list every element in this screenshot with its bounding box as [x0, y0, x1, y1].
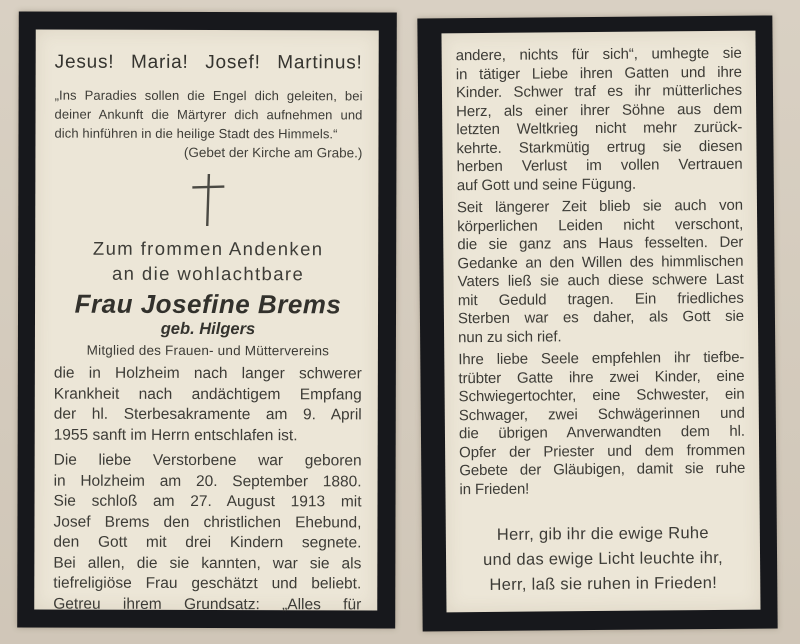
dedication-lines — [54, 236, 362, 287]
obituary-paragraph — [456, 45, 743, 195]
text-line: Getreu ihrem Grundsatz: „Alles für — [53, 595, 362, 613]
obituary-text-right — [456, 45, 746, 499]
text-line: kehrte. Starkmütig ertrug sie diesen — [456, 137, 743, 157]
text-line: Opfer der Priester und dem frommen — [459, 441, 746, 461]
text-line: und das ewige Licht leuchte ihr, — [483, 548, 724, 570]
text-line: herben Verlust im vollen Vertrauen — [456, 155, 743, 176]
obituary-text-left — [53, 364, 362, 616]
obituary-paragraph — [54, 364, 362, 447]
text-line: Schwiegertochter, eine Schwester, ein — [458, 385, 745, 406]
invocation-word: Martinus! — [277, 52, 363, 74]
memorial-card-left-page — [17, 12, 397, 629]
text-line: Herz, als einer ihrer Söhne aus dem — [456, 100, 743, 120]
obituary-paragraph — [53, 451, 361, 616]
cross-icon — [54, 172, 362, 229]
text-line: den Gott mit drei Kindern segnete. — [53, 533, 362, 552]
deceased-name: Frau Josefine Brems — [74, 288, 342, 320]
text-line: die sie ganz ans Haus fesselten. Der — [457, 233, 744, 254]
invocation-word: Maria! — [130, 51, 189, 73]
text-line: deiner Ankunft die Märtyrer dich aufnehmen und — [54, 106, 363, 123]
obituary-paragraph — [457, 197, 744, 347]
text-line: in tätiger Liebe ihren Gatten und ihre — [455, 63, 742, 83]
text-line: Bei allen, die sie kannten, war sie als — [53, 554, 362, 572]
text-line: Vaters ließ sie auch diese schwere Last — [457, 270, 744, 291]
text-line: Die liebe Verstorbene war geboren — [53, 451, 362, 470]
text-line: dich hinführen in die heilige Stadt des Himmels.“ — [54, 125, 338, 142]
text-line: die übrigen Anverwandten dem hl. — [458, 422, 746, 443]
text-line: tiefreligiöse Frau geschätzt und beliebt. — [53, 574, 362, 593]
text-line: Ihre liebe Seele empfehlen ihr tiefbe- — [458, 348, 745, 369]
text-line: körperlichen Leiden nicht verschont, — [457, 215, 744, 235]
closing-prayer — [460, 521, 747, 598]
text-line: Seit längerer Zeit blieb sie auch von — [456, 196, 744, 217]
grave-prayer-quote — [54, 86, 362, 144]
text-line: trübter Gatte ihre zwei Kinder, eine — [458, 367, 745, 387]
invocation-row — [55, 52, 363, 77]
text-line: Sterben war es daher, als Gott sie — [457, 307, 745, 328]
text-line: Schwager, zwei Schwägerinnen und — [458, 404, 745, 424]
text-line: in Holzheim am 20. September 1880. — [53, 472, 362, 490]
text-line: Herr, gib ihr die ewige Ruhe — [496, 524, 709, 544]
text-line: nun zu sich rief. — [458, 327, 562, 346]
text-line: 1955 sanft im Herrn entschlafen ist. — [53, 426, 298, 444]
text-line: letzten Weltkrieg nicht mehr zurück- — [456, 118, 743, 139]
text-line: „Ins Paradies sollen die Engel dich geleiten, bei — [54, 87, 363, 104]
text-line: der hl. Sterbesakramente am 9. April — [53, 405, 362, 424]
text-line: Sie schloß am 27. August 1913 mit — [53, 492, 362, 511]
text-line: an die wohlachtbare — [111, 262, 305, 285]
text-line: andere, nichts für sich“, umhegte sie — [455, 44, 742, 65]
membership-line: Mitglied des Frauen- und Müttervereins — [86, 342, 330, 359]
text-line: Kinder. Schwer traf es ihr mütterliches — [455, 81, 743, 102]
text-line: Josef Brems den christlichen Ehebund, — [53, 513, 362, 531]
text-line: die in Holzheim nach langer schwerer — [53, 364, 362, 383]
card-right-paper — [441, 31, 760, 613]
text-line: in Frieden! — [459, 480, 530, 498]
text-line: Zum frommen Andenken — [92, 237, 324, 260]
text-line: Gebete der Gläubigen, damit sie ruhe — [459, 459, 746, 480]
text-line: Krankheit nach andächtigem Empfang — [53, 385, 362, 403]
text-line: auf Gott und seine Fügung. — [456, 175, 637, 194]
memorial-card-right-page — [417, 15, 777, 631]
text-line: Herr, laß sie ruhen in Frieden! — [489, 573, 718, 594]
grave-prayer-source: (Gebet der Kirche am Grabe.) — [183, 144, 363, 161]
maiden-name: geb. Hilgers — [160, 319, 256, 339]
text-line: Gedanke an den Willen des himmlischen — [457, 252, 744, 272]
text-line: mit Geduld tragen. Ein friedliches — [457, 289, 744, 309]
obituary-paragraph — [458, 349, 745, 499]
invocation-word: Jesus! — [54, 51, 115, 73]
card-left-paper — [34, 30, 379, 611]
invocation-word: Josef! — [205, 51, 261, 74]
